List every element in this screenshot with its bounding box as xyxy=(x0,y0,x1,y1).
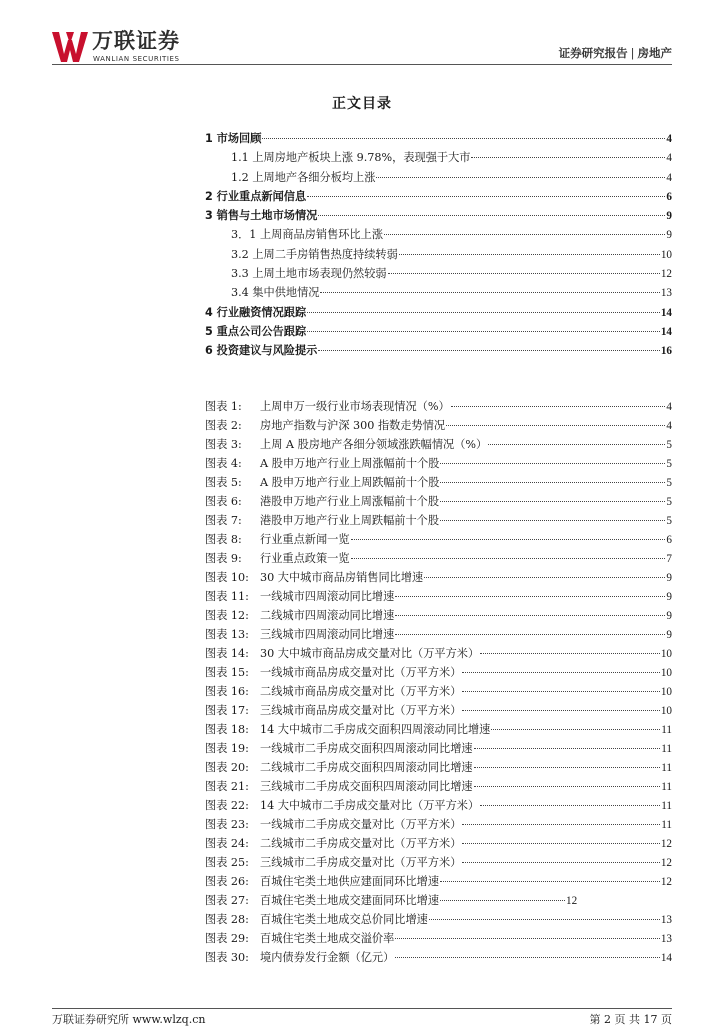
figure-leader-dots xyxy=(351,539,666,540)
toc-leader-dots xyxy=(471,157,665,158)
toc-entry-page: 4 xyxy=(666,152,672,165)
figure-entry[interactable] xyxy=(205,664,672,683)
figure-number: 图表 16: xyxy=(205,685,249,698)
figure-title: 一线城市二手房成交量对比（万平方米） xyxy=(260,818,462,831)
toc-entry[interactable] xyxy=(205,342,672,361)
toc-entry[interactable] xyxy=(205,169,672,188)
figure-number: 图表 15: xyxy=(205,666,249,679)
toc-entry-page: 9 xyxy=(666,210,672,223)
figure-title: 三线城市商品房成交量对比（万平方米） xyxy=(260,704,462,717)
figure-number: 图表 2: xyxy=(205,419,242,432)
figure-entry[interactable] xyxy=(205,512,672,531)
toc-entry-page: 4 xyxy=(666,133,672,145)
figure-title: 一线城市四周滚动同比增速 xyxy=(260,590,395,603)
toc-leader-dots xyxy=(262,138,665,139)
figure-title: 一线城市二手房成交面积四周滚动同比增速 xyxy=(260,742,473,755)
figure-number: 图表 17: xyxy=(205,704,249,717)
figure-page: 12 xyxy=(660,838,672,850)
toc-leader-dots xyxy=(384,234,665,235)
figure-entry[interactable] xyxy=(205,550,672,569)
toc-entry-page: 14 xyxy=(660,325,672,338)
figure-page: 5 xyxy=(666,477,672,489)
toc-entry[interactable] xyxy=(205,130,672,149)
figure-leader-dots xyxy=(440,881,660,882)
figure-title: 百城住宅类土地供应建面同环比增速 xyxy=(260,875,440,888)
toc-entry-title: 3.4 集中供地情况 xyxy=(231,286,320,300)
figure-entry[interactable] xyxy=(205,531,672,550)
footer-divider xyxy=(52,1008,672,1009)
toc-leader-dots xyxy=(307,331,660,332)
figure-entry[interactable] xyxy=(205,455,672,474)
figure-leader-dots xyxy=(462,691,659,692)
toc-entry[interactable] xyxy=(205,304,672,323)
figure-number: 图表 25: xyxy=(205,856,249,869)
toc-entry-title: 3．1 上周商品房销售环比上涨 xyxy=(231,228,384,242)
figure-leader-dots xyxy=(395,634,665,635)
figure-page: 11 xyxy=(661,800,672,812)
figure-number: 图表 28: xyxy=(205,913,249,926)
figure-entry[interactable] xyxy=(205,854,672,873)
figure-title: 14 大中城市二手房成交面积四周滚动同比增速 xyxy=(260,723,491,736)
figure-title: 三线城市二手房成交量对比（万平方米） xyxy=(260,856,462,869)
figure-number: 图表 6: xyxy=(205,495,242,508)
figure-leader-dots xyxy=(440,520,665,521)
figure-leader-dots xyxy=(440,463,665,464)
figure-page: 11 xyxy=(661,724,672,736)
toc-leader-dots xyxy=(318,215,665,216)
company-logo xyxy=(52,28,232,68)
toc-entry-page: 6 xyxy=(666,190,672,203)
figure-leader-dots xyxy=(395,938,660,939)
figure-page: 4 xyxy=(666,420,672,432)
figure-entry[interactable] xyxy=(205,930,672,949)
toc-entry-page: 10 xyxy=(660,248,672,261)
page-header xyxy=(0,0,724,70)
figure-number: 图表 9: xyxy=(205,552,242,565)
figure-page: 12 xyxy=(566,895,578,907)
figure-page: 10 xyxy=(660,686,672,698)
figure-number: 图表 20: xyxy=(205,761,249,774)
figure-leader-dots xyxy=(462,710,659,711)
figure-leader-dots xyxy=(395,957,660,958)
figure-page: 13 xyxy=(660,933,672,945)
figure-leader-dots xyxy=(474,767,661,768)
figure-leader-dots xyxy=(480,653,660,654)
figure-page: 10 xyxy=(660,667,672,679)
figure-number: 图表 11: xyxy=(205,590,249,603)
figure-leader-dots xyxy=(446,425,665,426)
toc-leader-dots xyxy=(318,350,659,351)
figure-leader-dots xyxy=(395,615,665,616)
figure-number: 图表 8: xyxy=(205,533,242,546)
header-divider xyxy=(52,64,672,65)
figure-number: 图表 30: xyxy=(205,951,249,964)
toc-entry[interactable] xyxy=(205,284,672,303)
figure-number: 图表 22: xyxy=(205,799,249,812)
figure-number: 图表 10: xyxy=(205,571,249,584)
figure-title: 30 大中城市商品房成交量对比（万平方米） xyxy=(260,647,480,660)
figure-leader-dots xyxy=(424,577,665,578)
figure-leader-dots xyxy=(451,406,666,407)
figure-leader-dots xyxy=(474,748,661,749)
footer-page-number: 第 2 页 共 17 页 xyxy=(589,1013,672,1026)
figure-page: 12 xyxy=(660,876,672,888)
figure-entry[interactable] xyxy=(205,626,672,645)
toc-entry[interactable] xyxy=(205,207,672,226)
toc-entry-page: 12 xyxy=(660,268,672,281)
toc-entry-page: 16 xyxy=(660,345,672,358)
figure-title: A 股申万地产行业上周跌幅前十个股 xyxy=(260,476,440,489)
figure-entry[interactable] xyxy=(205,835,672,854)
toc-entry[interactable] xyxy=(205,149,672,168)
toc-leader-dots xyxy=(307,196,665,197)
figure-entry[interactable] xyxy=(205,949,672,968)
figure-entry[interactable] xyxy=(205,588,672,607)
figure-leader-dots xyxy=(488,444,665,445)
figure-title: 行业重点新闻一览 xyxy=(260,533,350,546)
figure-title: 上周 A 股房地产各细分领域涨跌幅情况（%） xyxy=(260,438,488,451)
figure-number: 图表 12: xyxy=(205,609,249,622)
footer-source: 万联证券研究所 www.wlzq.cn xyxy=(52,1013,206,1026)
figure-leader-dots xyxy=(440,900,565,901)
figure-entry[interactable] xyxy=(205,797,672,816)
toc-entry-page: 9 xyxy=(666,229,672,242)
figure-entry[interactable] xyxy=(205,607,672,626)
figure-leader-dots xyxy=(429,919,660,920)
toc-leader-dots xyxy=(320,292,659,293)
toc-entry[interactable] xyxy=(205,226,672,245)
figure-page: 10 xyxy=(660,705,672,717)
figure-entry[interactable] xyxy=(205,474,672,493)
figure-number: 图表 3: xyxy=(205,438,242,451)
figure-entry[interactable] xyxy=(205,417,672,436)
figure-title: A 股申万地产行业上周涨幅前十个股 xyxy=(260,457,440,470)
figure-list xyxy=(205,398,672,968)
figure-title: 行业重点政策一览 xyxy=(260,552,350,565)
brand-name-cn: 万联证券 xyxy=(92,29,180,53)
figure-page: 10 xyxy=(660,648,672,660)
figure-page: 14 xyxy=(660,952,672,964)
figure-title: 百城住宅类土地成交溢价率 xyxy=(260,932,395,945)
figure-page: 5 xyxy=(666,458,672,470)
figure-number: 图表 29: xyxy=(205,932,249,945)
figure-entry[interactable] xyxy=(205,892,672,911)
figure-leader-dots xyxy=(462,824,660,825)
figure-title: 上周申万一级行业市场表现情况（%） xyxy=(260,400,450,413)
figure-page: 13 xyxy=(660,914,672,926)
toc-leader-dots xyxy=(307,312,660,313)
figure-leader-dots xyxy=(480,805,660,806)
figure-title: 二线城市二手房成交面积四周滚动同比增速 xyxy=(260,761,473,774)
toc-entry[interactable] xyxy=(205,265,672,284)
toc-entry[interactable] xyxy=(205,323,672,342)
report-type: 证券研究报告 xyxy=(558,46,628,60)
figure-page: 9 xyxy=(666,629,672,641)
header-separator: | xyxy=(630,46,635,60)
figure-title: 港股申万地产行业上周跌幅前十个股 xyxy=(260,514,440,527)
figure-number: 图表 21: xyxy=(205,780,249,793)
figure-page: 12 xyxy=(660,857,672,869)
toc-entry-title: 5 重点公司公告跟踪 xyxy=(205,324,307,338)
figure-number: 图表 24: xyxy=(205,837,249,850)
toc-leader-dots xyxy=(388,273,660,274)
figure-entry[interactable] xyxy=(205,398,672,417)
figure-number: 图表 14: xyxy=(205,647,249,660)
toc-entry-title: 2 行业重点新闻信息 xyxy=(205,189,307,203)
figure-leader-dots xyxy=(462,862,659,863)
figure-page: 9 xyxy=(666,572,672,584)
figure-title: 房地产指数与沪深 300 指数走势情况 xyxy=(260,419,446,432)
toc-entry-title: 6 投资建议与风险提示 xyxy=(205,344,318,358)
figure-entry[interactable] xyxy=(205,645,672,664)
figure-entry[interactable] xyxy=(205,702,672,721)
toc-entry-title: 3 销售与土地市场情况 xyxy=(205,209,318,223)
figure-entry[interactable] xyxy=(205,911,672,930)
toc-entry[interactable] xyxy=(205,246,672,265)
figure-title: 百城住宅类土地成交总价同比增速 xyxy=(260,913,428,926)
toc-entry-title: 1.1 上周房地产板块上涨 9.78%，表现强于大市 xyxy=(231,151,471,165)
figure-title: 二线城市四周滚动同比增速 xyxy=(260,609,395,622)
figure-page: 11 xyxy=(661,762,672,774)
figure-entry[interactable] xyxy=(205,873,672,892)
figure-leader-dots xyxy=(474,786,661,787)
figure-title: 境内债券发行金额（亿元） xyxy=(260,951,395,964)
toc-entry-page: 4 xyxy=(666,171,672,184)
figure-title: 二线城市二手房成交量对比（万平方米） xyxy=(260,837,462,850)
figure-page: 5 xyxy=(666,496,672,508)
figure-page: 7 xyxy=(666,553,672,565)
figure-title: 三线城市四周滚动同比增速 xyxy=(260,628,395,641)
figure-leader-dots xyxy=(395,596,665,597)
figure-entry[interactable] xyxy=(205,721,672,740)
toc-entry-title: 3.3 上周土地市场表现仍然较弱 xyxy=(231,267,387,281)
table-of-contents xyxy=(205,130,672,362)
figure-page: 11 xyxy=(661,781,672,793)
figure-title: 30 大中城市商品房销售同比增速 xyxy=(260,571,424,584)
figure-entry[interactable] xyxy=(205,493,672,512)
figure-number: 图表 5: xyxy=(205,476,242,489)
toc-entry-page: 14 xyxy=(660,306,672,319)
figure-entry[interactable] xyxy=(205,569,672,588)
figure-title: 百城住宅类土地成交建面同环比增速 xyxy=(260,894,440,907)
toc-entry-title: 1 市场回顾 xyxy=(205,132,262,145)
toc-leader-dots xyxy=(376,177,665,178)
figure-page: 11 xyxy=(661,819,672,831)
figure-title: 14 大中城市二手房成交量对比（万平方米） xyxy=(260,799,480,812)
toc-entry-page: 13 xyxy=(660,287,672,300)
brand-name-en: WANLIAN SECURITIES xyxy=(93,55,180,63)
figure-leader-dots xyxy=(462,843,659,844)
figure-page: 11 xyxy=(661,743,672,755)
figure-entry[interactable] xyxy=(205,759,672,778)
toc-entry-title: 4 行业融资情况跟踪 xyxy=(205,305,307,319)
figure-entry[interactable] xyxy=(205,436,672,455)
sector-name: 房地产 xyxy=(637,46,672,60)
toc-entry[interactable] xyxy=(205,188,672,207)
figure-entry[interactable] xyxy=(205,778,672,797)
figure-page: 9 xyxy=(666,610,672,622)
figure-number: 图表 19: xyxy=(205,742,249,755)
figure-number: 图表 18: xyxy=(205,723,249,736)
figure-page: 9 xyxy=(666,591,672,603)
figure-title: 一线城市商品房成交量对比（万平方米） xyxy=(260,666,462,679)
figure-number: 图表 26: xyxy=(205,875,249,888)
figure-title: 三线城市二手房成交面积四周滚动同比增速 xyxy=(260,780,473,793)
figure-leader-dots xyxy=(351,558,666,559)
figure-leader-dots xyxy=(462,672,659,673)
figure-leader-dots xyxy=(491,729,660,730)
figure-page: 5 xyxy=(666,439,672,451)
toc-entry-title: 1.2 上周地产各细分板均上涨 xyxy=(231,170,376,184)
figure-title: 港股申万地产行业上周涨幅前十个股 xyxy=(260,495,440,508)
page-title: 正文目录 xyxy=(332,96,392,112)
logo-w-icon xyxy=(52,30,88,64)
figure-page: 4 xyxy=(666,401,672,413)
figure-leader-dots xyxy=(440,501,665,502)
toc-entry-title: 3.2 上周二手房销售热度持续转弱 xyxy=(231,247,398,261)
figure-number: 图表 27: xyxy=(205,894,249,907)
toc-leader-dots xyxy=(399,254,660,255)
figure-entry[interactable] xyxy=(205,816,672,835)
figure-entry[interactable] xyxy=(205,683,672,702)
figure-number: 图表 23: xyxy=(205,818,249,831)
figure-entry[interactable] xyxy=(205,740,672,759)
figure-number: 图表 4: xyxy=(205,457,242,470)
figure-number: 图表 7: xyxy=(205,514,242,527)
figure-page: 6 xyxy=(666,534,672,546)
figure-title: 二线城市商品房成交量对比（万平方米） xyxy=(260,685,462,698)
figure-number: 图表 13: xyxy=(205,628,249,641)
figure-leader-dots xyxy=(440,482,665,483)
figure-page: 5 xyxy=(666,515,672,527)
figure-number: 图表 1: xyxy=(205,400,242,413)
header-category xyxy=(559,45,672,61)
